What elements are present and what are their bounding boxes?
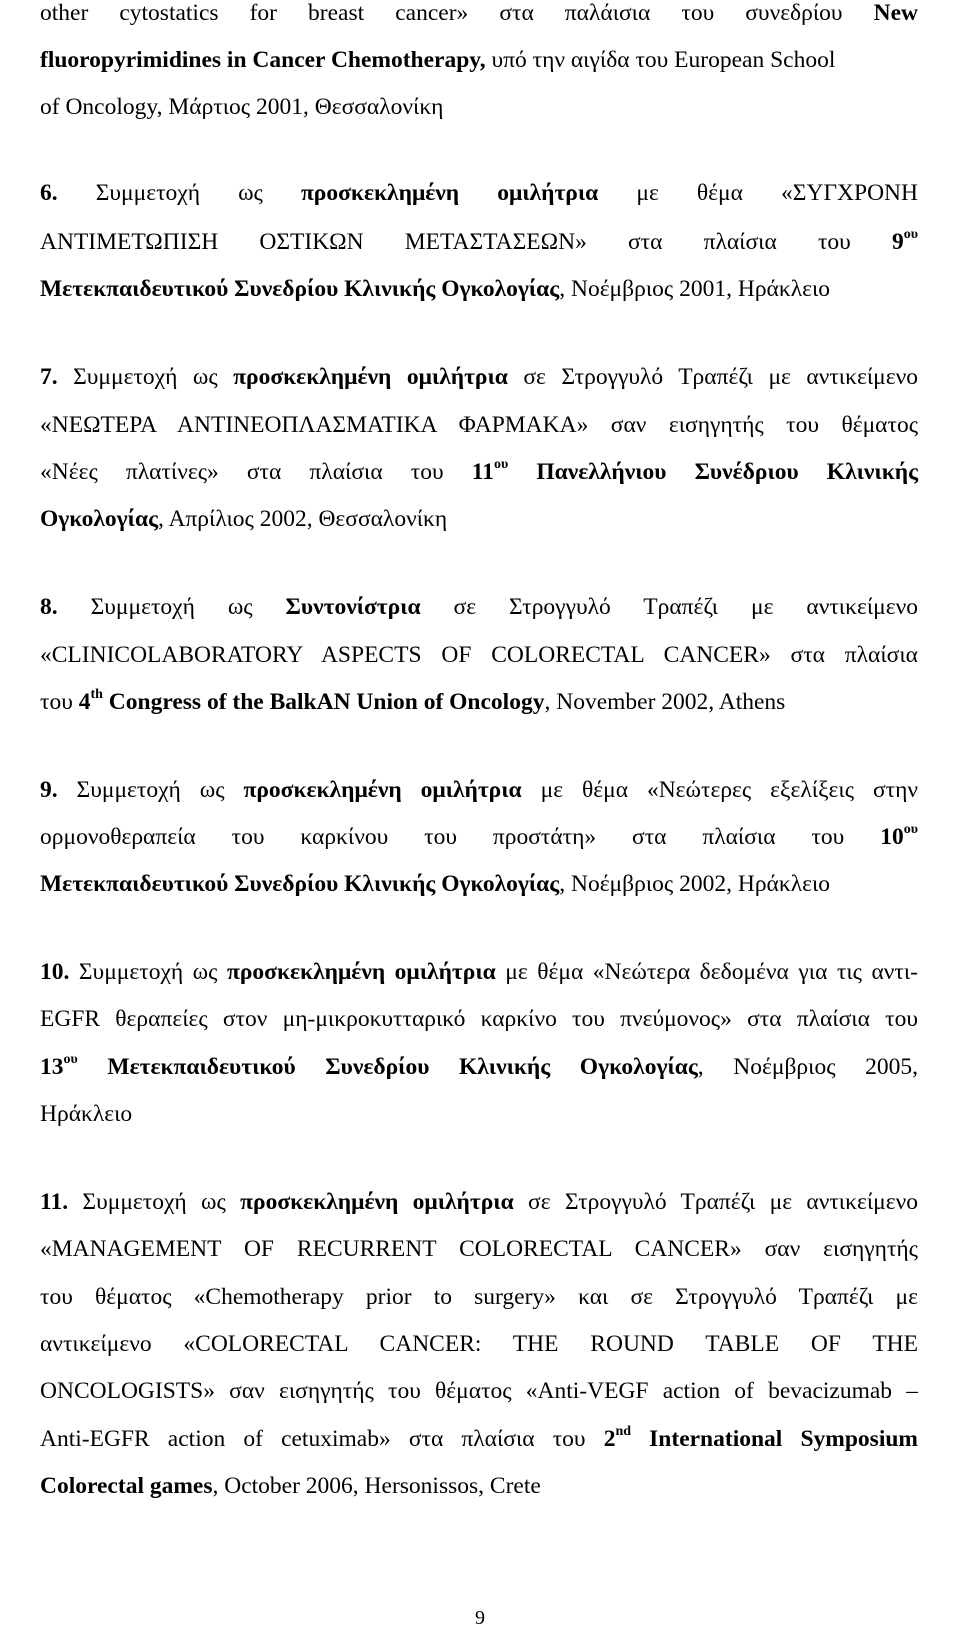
text-line: 8. Συμμετοχή ως Συντονίστρια σε Στρογγυλό Τραπέζι με αντικείμενο	[40, 594, 918, 620]
text-line: «CLINICOLABORATORY ASPECTS OF COLORECTAL CANCER» στα πλαίσια	[40, 642, 918, 668]
text-line: του θέματος «Chemotherapy prior to surgery» και σε Στρογγυλό Τραπέζι με	[40, 1284, 918, 1310]
text-line: «ΝΕΩΤΕΡΑ ΑΝΤΙΝΕΟΠΛΑΣΜΑΤΙΚΑ ΦΑΡΜΑΚΑ» σαν εισηγητής του θέματος	[40, 412, 918, 438]
text-line: 6. Συμμετοχή ως προσκεκλημένη ομιλήτρια με θέμα «ΣΥΓΧΡΟΝΗ	[40, 180, 918, 206]
text-line: Colorectal games, October 2006, Hersonissos, Crete	[40, 1473, 541, 1499]
text-line: 9. Συμμετοχή ως προσκεκλημένη ομιλήτρια με θέμα «Νεώτερες εξελίξεις στην	[40, 777, 918, 803]
text-line: ορμονοθεραπεία του καρκίνου του προστάτη» στα πλαίσια του $10^{o\upsilon}$	[40, 822, 918, 850]
text-line: Ογκολογίας, Απρίλιος 2002, Θεσσαλονίκη	[40, 506, 448, 532]
text-line: αντικείμενο «COLORECTAL CANCER: THE ROUND TABLE OF THE	[40, 1331, 918, 1357]
text-line: 11. Συμμετοχή ως προσκεκλημένη ομιλήτρια σε Στρογγυλό Τραπέζι με αντικείμενο	[40, 1189, 918, 1215]
text-line: Μετεκπαιδευτικού Συνεδρίου Κλινικής Ογκολογίας, Νοέμβριος 2001, Ηράκλειο	[40, 276, 831, 302]
text-line: του 4th Congress of the BalkAN Union of Oncology, November 2002, Athens	[40, 687, 786, 715]
text-line: Ηράκλειο	[40, 1101, 133, 1127]
page-number: 9	[475, 1607, 485, 1629]
text-line: fluoropyrimidines in Cancer Chemotherapy, υπό την αιγίδα του European School	[40, 47, 836, 73]
text-line: ONCOLOGISTS» σαν εισηγητής του θέματος «Anti-VEGF action of bevacizumab –	[40, 1378, 918, 1404]
text-line: EGFR θεραπείες στον μη-μικροκυτταρικό καρκίνο του πνεύμονος» στα πλαίσια του	[40, 1006, 918, 1032]
text-line: other cytostatics for breast cancer» στα παλάισια του συνεδρίου New	[40, 0, 918, 26]
text-line: Μετεκπαιδευτικού Συνεδρίου Κλινικής Ογκολογίας, Νοέμβριος 2002, Ηράκλειο	[40, 871, 831, 897]
text-line: of Oncology, Μάρτιος 2001, Θεσσαλονίκη	[40, 94, 444, 120]
text-line: ΑΝΤΙΜΕΤΩΠΙΣΗ ΟΣΤΙΚΩΝ ΜΕΤΑΣΤΑΣΕΩΝ» στα πλαίσια του $9^{o\upsilon}$	[40, 227, 918, 255]
text-line: 7. Συμμετοχή ως προσκεκλημένη ομιλήτρια σε Στρογγυλό Τραπέζι με αντικείμενο	[40, 364, 918, 390]
text-line: «MANAGEMENT OF RECURRENT COLORECTAL CANCER» σαν εισηγητής	[40, 1236, 918, 1262]
text-line: $13^{o\upsilon}$ Μετεκπαιδευτικού Συνεδρίου Κλινικής Ογκολογίας, Νοέμβριος 2005,	[40, 1052, 919, 1080]
text-line: 10. Συμμετοχή ως προσκεκλημένη ομιλήτρια με θέμα «Νεώτερα δεδομένα για τις αντι-	[40, 959, 918, 985]
text-line: «Νέες πλατίνες» στα πλαίσια του $11^{o\upsilon}$ Πανελλήνιου Συνέδριου Κλινικής	[40, 457, 918, 485]
text-line: Anti-EGFR action of cetuximab» στα πλαίσια του 2nd International Symposium	[40, 1424, 918, 1452]
